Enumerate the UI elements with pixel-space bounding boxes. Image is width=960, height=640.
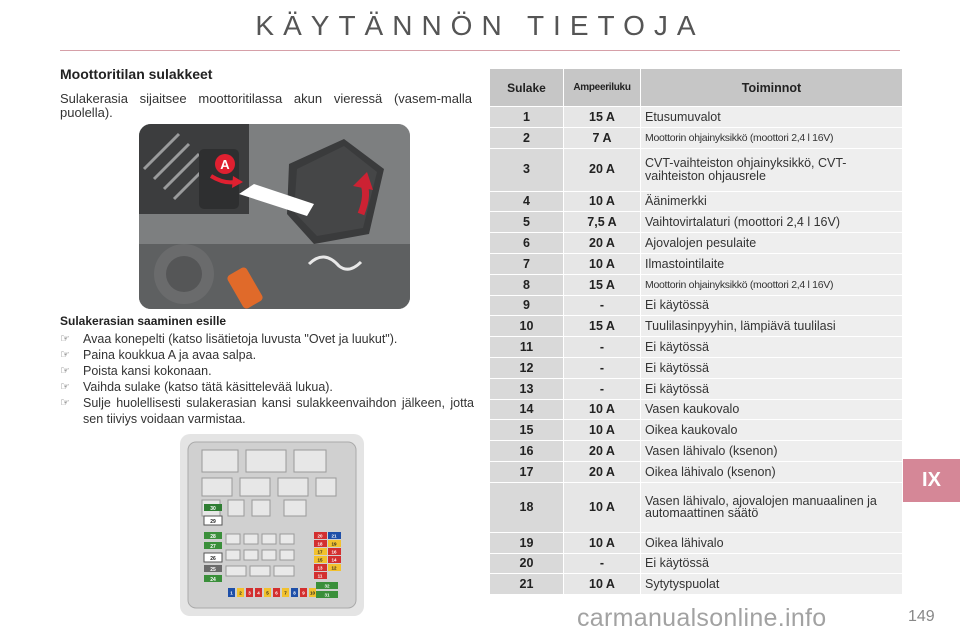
table-row [490,482,903,532]
header-amperage: Ampeeriluku [564,69,641,107]
fuse-label: 25 [210,567,216,573]
fuse-amperage: 10 A [564,191,641,212]
fuse-amperage: 15 A [564,107,641,128]
fuse-label: 9 [302,590,305,596]
fuse-amperage: - [564,378,641,399]
fuse-function: Sytytyspuolat [641,574,903,595]
page-number: 149 [908,608,935,625]
fuse-number: 15 [490,420,564,441]
table-row [490,574,903,595]
fuse-function: Oikea lähivalo (ksenon) [641,461,903,482]
table-row [490,378,903,399]
fuse-label: 13 [317,565,323,571]
table-header-row [490,69,903,107]
fuse-number: 21 [490,574,564,595]
fuse-amperage: 10 A [564,532,641,553]
watermark: carmanualsonline.info [577,604,827,632]
fuse-function: CVT-vaihteiston ohjainyksikkö, CVT-vaihteiston ohjausrele [641,148,903,191]
title-divider [60,50,900,51]
table-row [490,461,903,482]
fuse-number: 17 [490,461,564,482]
table-row [490,107,903,128]
engine-bay-illustration [139,124,410,309]
fuse-number: 5 [490,212,564,233]
table-row [490,441,903,462]
fuse-number: 16 [490,441,564,462]
section-heading: Moottoritilan sulakkeet [60,66,213,82]
fuse-function: Vasen kaukovalo [641,399,903,420]
fuse-function: Vaihtovirtalaturi (moottori 2,4 l 16V) [641,212,903,233]
fuse-label: 7 [284,590,287,596]
instructions-heading: Sulakerasian saaminen esille [60,314,227,328]
fuse-label: 19 [331,541,337,547]
fuse-box-diagram [180,434,364,616]
fuse-number: 2 [490,127,564,148]
fuse-amperage: 20 A [564,233,641,254]
fuse-label: 14 [331,557,337,563]
fuse-amperage: - [564,295,641,316]
fuse-function: Ei käytössä [641,295,903,316]
table-row [490,253,903,274]
callout-label: A [220,157,230,172]
table-row [490,399,903,420]
fuse-function: Tuulilasinpyyhin, lämpiävä tuulilasi [641,316,903,337]
fuse-label: 18 [317,541,323,547]
fuse-amperage: 10 A [564,574,641,595]
header-fuse: Sulake [490,69,564,107]
fuse-function: Oikea lähivalo [641,532,903,553]
table-row [490,295,903,316]
fuse-amperage: 15 A [564,274,641,295]
fuse-number: 6 [490,233,564,254]
fuse-number: 12 [490,357,564,378]
fuse-label: 3 [248,590,251,596]
fuse-label: 2 [239,590,242,596]
engine-bay-photo [139,124,410,309]
fuse-function: Ei käytössä [641,357,903,378]
table-row [490,532,903,553]
table-row [490,212,903,233]
fuse-function: Äänimerkki [641,191,903,212]
fuse-label: 28 [210,534,216,540]
fuse-label: 12 [331,565,337,571]
table-row [490,127,903,148]
fuse-label: 5 [266,590,269,596]
fuse-label: 17 [317,549,323,555]
fuse-number: 18 [490,482,564,532]
table-row [490,337,903,358]
table-row [490,148,903,191]
hand-pointer-icon: ☞ [60,333,70,345]
hand-pointer-icon: ☞ [60,365,70,377]
table-row [490,357,903,378]
fuse-label: 6 [275,590,278,596]
fuse-label: 4 [257,590,260,596]
fuse-label: 10 [309,590,316,596]
instruction-step: ☞ Avaa konepelti (katso lisätietoja luvusta "Ovet ja luukut"). [60,332,398,346]
fuse-amperage: - [564,357,641,378]
fuse-amperage: 15 A [564,316,641,337]
fuse-number: 13 [490,378,564,399]
fuse-number: 8 [490,274,564,295]
instruction-step: ☞ Paina koukkua A ja avaa salpa. [60,348,257,362]
fuse-amperage: 20 A [564,461,641,482]
fuse-label: 32 [324,583,330,589]
hand-pointer-icon: ☞ [60,349,70,361]
table-row [490,233,903,254]
fuse-function: Vasen lähivalo, ajovalojen manuaalinen ja automaattinen säätö [641,482,903,532]
intro-text: Sulakerasia sijaitsee moottoritilassa akun vieressä (vasem-malla puolella). [60,91,472,120]
fuse-amperage: 10 A [564,253,641,274]
table-row [490,553,903,574]
fuse-label: 8 [293,590,296,596]
fuse-amperage: 7 A [564,127,641,148]
fuse-number: 1 [490,107,564,128]
table-row [490,191,903,212]
fuse-number: 9 [490,295,564,316]
fuse-number: 10 [490,316,564,337]
fuse-label: 16 [331,549,337,555]
fuse-label: 27 [210,544,216,550]
instruction-step: ☞ Sulje huolellisesti sulakerasian kansi sulakkeenvaihdon jälkeen, jotta sen tiiviys voidaan varmistaa. [60,396,474,426]
page-title: KÄYTÄNNÖN TIETOJA [255,10,705,41]
fuse-amperage: 10 A [564,420,641,441]
fuse-label: 26 [210,556,216,562]
fuse-function: Ei käytössä [641,553,903,574]
fuse-table [489,68,903,595]
fuse-function: Ei käytössä [641,378,903,399]
fuse-amperage: - [564,337,641,358]
fuse-amperage: 7,5 A [564,212,641,233]
fuse-label: 21 [331,533,337,539]
fuse-label: 20 [317,533,323,539]
chapter-tab: IX [903,459,960,502]
fuse-amperage: 20 A [564,441,641,462]
fuse-label: 29 [210,519,216,525]
fuse-function: Ilmastointilaite [641,253,903,274]
fuse-number: 3 [490,148,564,191]
hand-pointer-icon: ☞ [60,381,70,393]
fuse-number: 14 [490,399,564,420]
fuse-label: 30 [210,506,216,512]
fuse-label: 31 [324,592,330,598]
fuse-function: Moottorin ohjainyksikkö (moottori 2,4 l 16V) [641,274,903,295]
instruction-step: ☞ Vaihda sulake (katso tätä käsittelevää lukua). [60,380,333,394]
table-row [490,420,903,441]
hand-pointer-icon: ☞ [60,397,70,409]
fuse-function: Etusumuvalot [641,107,903,128]
table-row [490,274,903,295]
fuse-number: 19 [490,532,564,553]
fuse-label: 1 [230,590,233,596]
table-row [490,316,903,337]
fuse-label: 15 [317,557,323,563]
fuse-number: 4 [490,191,564,212]
fuse-number: 20 [490,553,564,574]
fuse-function: Ei käytössä [641,337,903,358]
fuse-amperage: 20 A [564,148,641,191]
fuse-label: 11 [317,573,323,579]
fuse-function: Vasen lähivalo (ksenon) [641,441,903,462]
fuse-function: Moottorin ohjainyksikkö (moottori 2,4 l 16V) [641,127,903,148]
fuse-box-layout [180,434,364,616]
fuse-function: Oikea kaukovalo [641,420,903,441]
header-functions: Toiminnot [641,69,903,107]
fuse-label: 24 [210,577,216,583]
fuse-number: 7 [490,253,564,274]
instruction-list [60,331,474,427]
fuse-function: Ajovalojen pesulaite [641,233,903,254]
fuse-number: 11 [490,337,564,358]
fuse-amperage: 10 A [564,482,641,532]
instruction-step: ☞ Poista kansi kokonaan. [60,364,212,378]
fuse-amperage: 10 A [564,399,641,420]
fuse-amperage: - [564,553,641,574]
